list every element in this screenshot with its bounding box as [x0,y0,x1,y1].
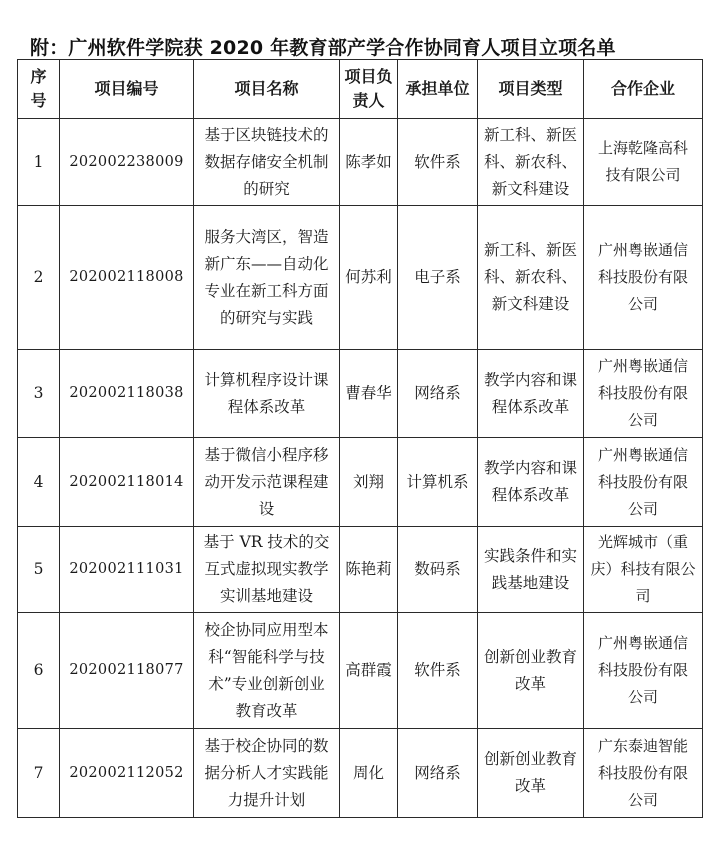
row-type: 创新创业教育改革 [478,729,584,818]
header-row [18,60,703,119]
row-index: 5 [18,527,60,613]
row-unit: 网络系 [398,350,478,438]
header-unit: 承担单位 [398,60,478,119]
row-company: 广东泰迪智能科技股份有限公司 [584,729,703,818]
row-company: 上海乾隆高科技有限公司 [584,119,703,206]
header-leader: 项目负责人 [340,60,398,119]
row-type: 新工科、新医科、新农科、新文科建设 [478,206,584,350]
row-index: 3 [18,350,60,438]
row-code: 202002118038 [60,350,194,438]
row-unit: 电子系 [398,206,478,350]
row-name: 基于 VR 技术的交互式虚拟现实教学实训基地建设 [194,527,340,613]
header-company: 合作企业 [584,60,703,119]
row-name: 基于校企协同的数据分析人才实践能力提升计划 [194,729,340,818]
project-table [17,59,703,818]
row-name: 计算机程序设计课程体系改革 [194,350,340,438]
row-leader: 周化 [340,729,398,818]
row-leader: 高群霞 [340,613,398,729]
row-index: 2 [18,206,60,350]
row-company: 广州粤嵌通信科技股份有限公司 [584,350,703,438]
row-index: 4 [18,438,60,527]
table-row [18,729,703,818]
row-unit: 计算机系 [398,438,478,527]
row-unit: 网络系 [398,729,478,818]
row-name: 基于区块链技术的数据存储安全机制的研究 [194,119,340,206]
header-index: 序号 [18,60,60,119]
row-name: 服务大湾区，智造新广东——自动化专业在新工科方面的研究与实践 [194,206,340,350]
row-company: 广州粤嵌通信科技股份有限公司 [584,438,703,527]
row-index: 6 [18,613,60,729]
header-code: 项目编号 [60,60,194,119]
table-row [18,119,703,206]
row-code: 202002238009 [60,119,194,206]
row-index: 7 [18,729,60,818]
table-row [18,527,703,613]
row-code: 202002112052 [60,729,194,818]
row-unit: 数码系 [398,527,478,613]
header-type: 项目类型 [478,60,584,119]
row-unit: 软件系 [398,119,478,206]
table-row [18,350,703,438]
row-leader: 陈孝如 [340,119,398,206]
header-name: 项目名称 [194,60,340,119]
row-type: 教学内容和课程体系改革 [478,438,584,527]
row-type: 教学内容和课程体系改革 [478,350,584,438]
table-row [18,438,703,527]
row-type: 实践条件和实践基地建设 [478,527,584,613]
row-leader: 何苏利 [340,206,398,350]
row-name: 基于微信小程序移动开发示范课程建设 [194,438,340,527]
table-row [18,613,703,729]
row-leader: 刘翔 [340,438,398,527]
row-code: 202002118008 [60,206,194,350]
row-index: 1 [18,119,60,206]
row-leader: 陈艳莉 [340,527,398,613]
row-company: 广州粤嵌通信科技股份有限公司 [584,206,703,350]
document-title: 附：广州软件学院获 2020 年教育部产学合作协同育人项目立项名单 [30,37,616,59]
row-name: 校企协同应用型本科“智能科学与技术”专业创新创业教育改革 [194,613,340,729]
row-leader: 曹春华 [340,350,398,438]
row-type: 新工科、新医科、新农科、新文科建设 [478,119,584,206]
row-type: 创新创业教育改革 [478,613,584,729]
row-code: 202002118077 [60,613,194,729]
row-company: 光辉城市（重庆）科技有限公司 [584,527,703,613]
table-row [18,206,703,350]
row-unit: 软件系 [398,613,478,729]
row-company: 广州粤嵌通信科技股份有限公司 [584,613,703,729]
row-code: 202002118014 [60,438,194,527]
row-code: 202002111031 [60,527,194,613]
